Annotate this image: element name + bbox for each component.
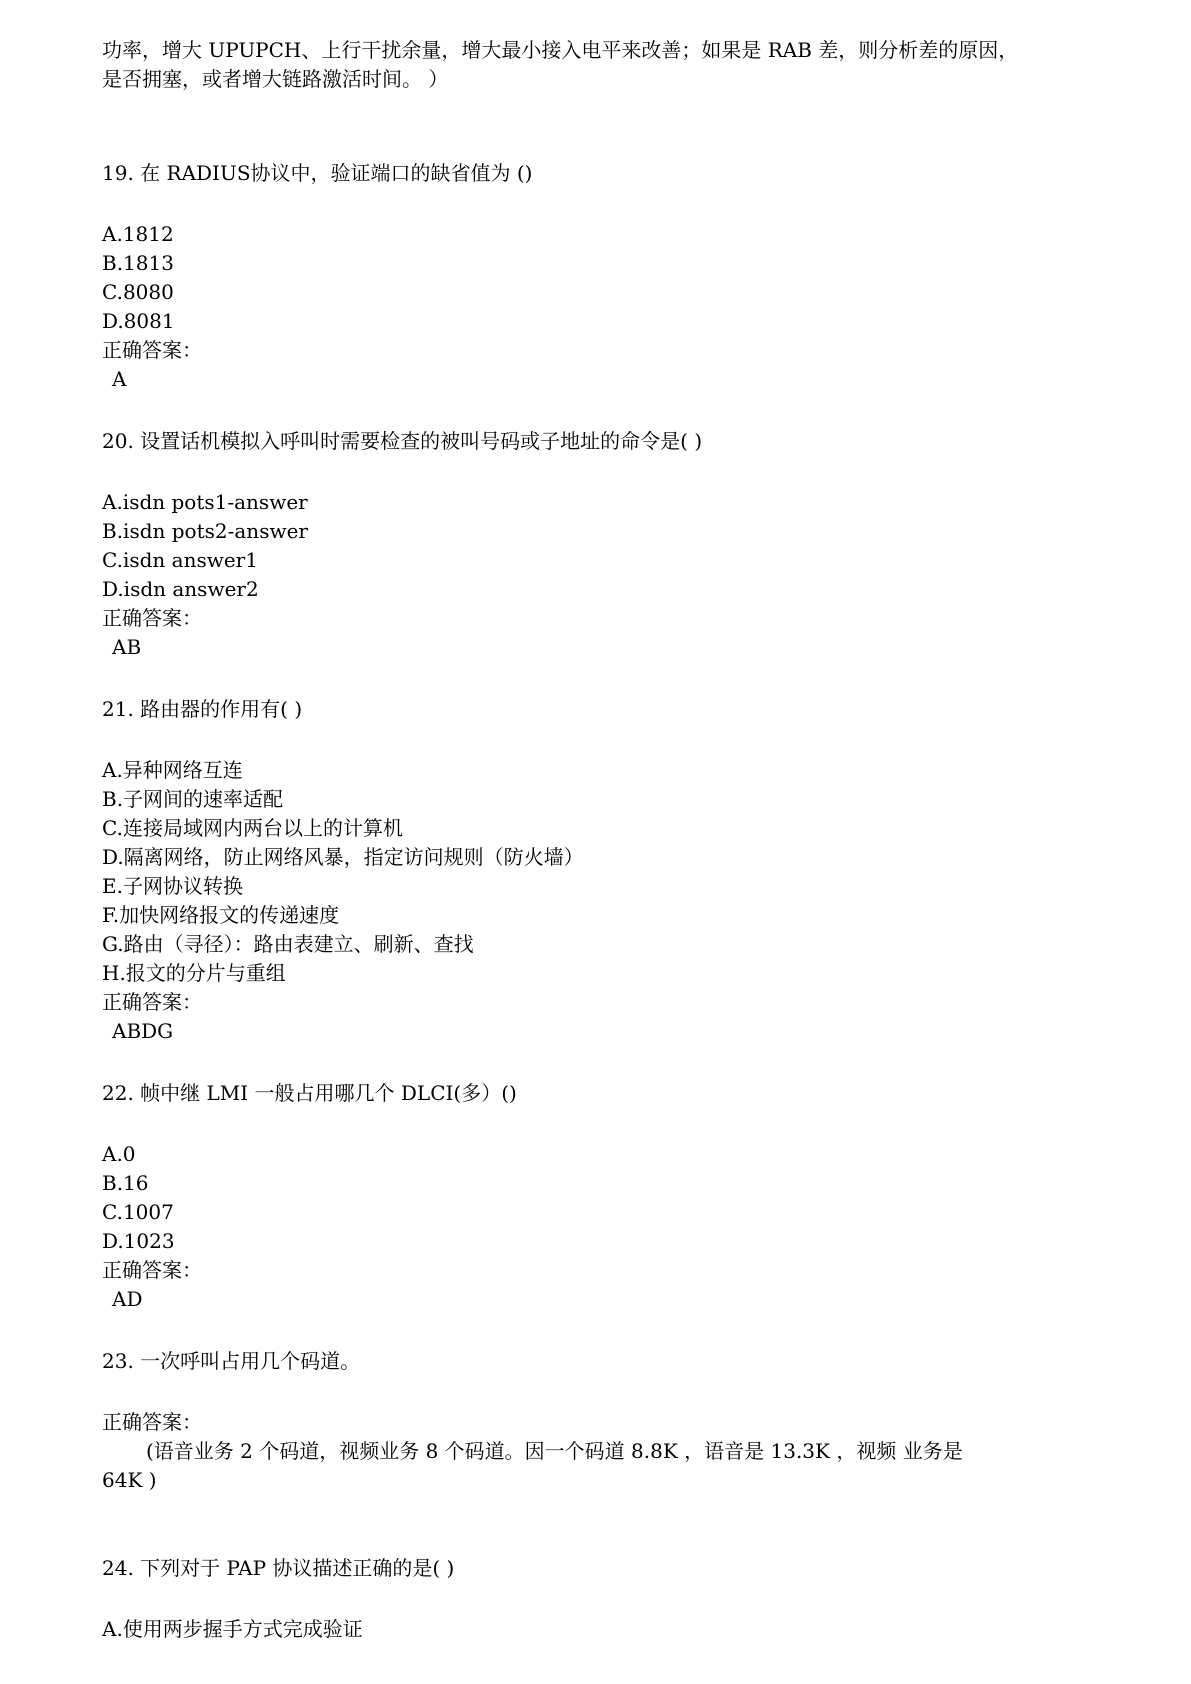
question-text: 21. 路由器的作用有( ) xyxy=(102,697,303,721)
option-b: B.16 xyxy=(102,1171,149,1195)
option-c: C.isdn answer1 xyxy=(102,548,258,572)
question-23 xyxy=(102,1346,1082,1495)
option-c: C.8080 xyxy=(102,280,174,304)
option-b: B.1813 xyxy=(102,251,174,275)
option-b: B.子网间的速率适配 xyxy=(102,787,284,811)
answer-label: 正确答案： xyxy=(102,1258,202,1282)
intro-line-1: 功率，增大 UPUPCH、上行干扰余量，增大最小接入电平来改善；如果是 RAB 差，则分析差的原因， xyxy=(102,38,1019,62)
option-list xyxy=(102,756,1082,988)
question-text: 19. 在 RADIUS协议中，验证端口的缺省值为 () xyxy=(102,161,533,185)
option-list xyxy=(102,1615,1082,1644)
option-c: C.连接局域网内两台以上的计算机 xyxy=(102,816,403,840)
answer-value: AD xyxy=(112,1287,143,1311)
option-d: D.隔离网络，防止网络风暴，指定访问规则（防火墙） xyxy=(102,845,584,869)
question-text: 20. 设置话机模拟入呼叫时需要检查的被叫号码或子地址的命令是( ) xyxy=(102,429,703,453)
option-a: A.isdn pots1-answer xyxy=(102,490,308,514)
option-d: D.8081 xyxy=(102,309,175,333)
answer-value: A xyxy=(112,367,127,391)
answer-explanation-line-1: (语音业务 2 个码道，视频业务 8 个码道。因一个码道 8.8K ，语音是 13.3K ，视频 业务是 xyxy=(146,1439,963,1463)
answer-label: 正确答案： xyxy=(102,606,202,630)
answer-label: 正确答案： xyxy=(102,1410,202,1434)
option-a: A.使用两步握手方式完成验证 xyxy=(102,1617,363,1641)
question-24 xyxy=(102,1553,1082,1644)
option-d: D.isdn answer2 xyxy=(102,577,259,601)
answer-explanation-line-2: 64K ) xyxy=(102,1468,157,1492)
option-a: A.1812 xyxy=(102,222,174,246)
option-b: B.isdn pots2-answer xyxy=(102,519,308,543)
option-g: G.路由（寻径）：路由表建立、刷新、查找 xyxy=(102,932,474,956)
question-text: 23. 一次呼叫占用几个码道。 xyxy=(102,1349,361,1373)
answer-value: AB xyxy=(112,635,142,659)
answer-label: 正确答案： xyxy=(102,990,202,1014)
option-c: C.1007 xyxy=(102,1200,174,1224)
question-22 xyxy=(102,1078,1082,1314)
question-19 xyxy=(102,158,1082,394)
question-21 xyxy=(102,694,1082,1046)
question-text: 24. 下列对于 PAP 协议描述正确的是( ) xyxy=(102,1556,455,1580)
answer-label: 正确答案： xyxy=(102,338,202,362)
option-list xyxy=(102,488,1082,604)
option-list xyxy=(102,1140,1082,1256)
option-e: E.子网协议转换 xyxy=(102,874,243,898)
option-a: A.异种网络互连 xyxy=(102,758,243,782)
option-d: D.1023 xyxy=(102,1229,175,1253)
option-a: A.0 xyxy=(102,1142,136,1166)
answer-value: ABDG xyxy=(112,1019,174,1043)
intro-line-2: 是否拥塞，或者增大链路激活时间。 ） xyxy=(102,67,449,91)
option-f: F.加快网络报文的传递速度 xyxy=(102,903,340,927)
question-20 xyxy=(102,426,1082,662)
document-page xyxy=(102,36,1082,1644)
option-list xyxy=(102,220,1082,336)
question-text: 22. 帧中继 LMI 一般占用哪几个 DLCI(多）() xyxy=(102,1081,517,1105)
option-h: H.报文的分片与重组 xyxy=(102,961,286,985)
